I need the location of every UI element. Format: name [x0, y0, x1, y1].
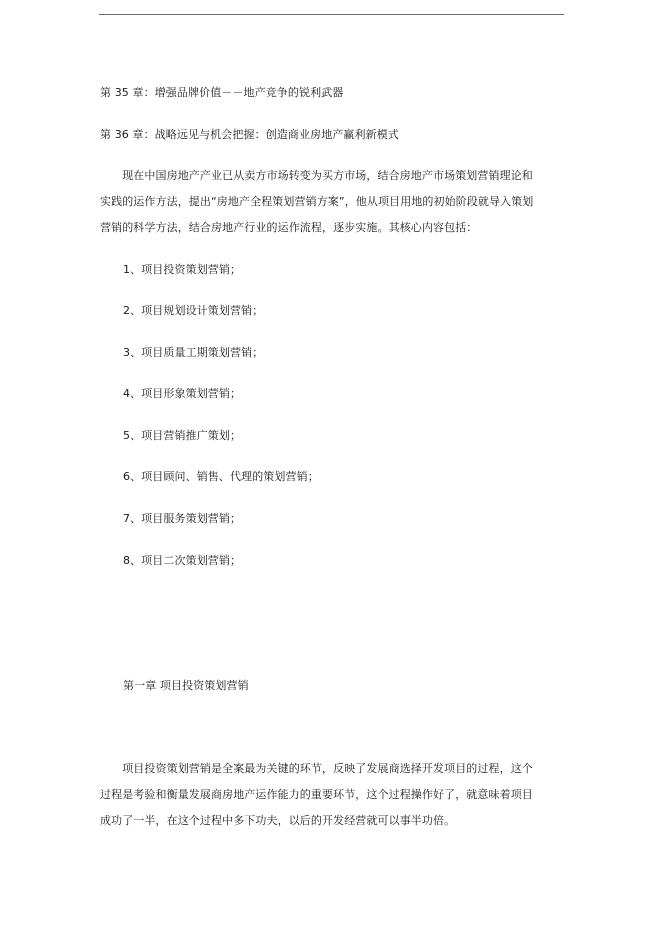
- intro-line-1: 现在中国房地产产业已从卖方市场转变为买方市场，结合房地产市场策划营销理论和: [100, 169, 533, 182]
- list-item: 5、项目营销推广策划；: [123, 429, 242, 442]
- list-item: 6、项目顾问、销售、代理的策划营销；: [123, 470, 319, 483]
- header-rule: [99, 14, 564, 15]
- chapter-ref-36: 第 36 章：战略远见与机会把握：创造商业房地产赢利新模式: [100, 128, 399, 141]
- list-item: 1、项目投资策划营销；: [123, 263, 242, 276]
- list-item: 8、项目二次策划营销；: [123, 554, 242, 567]
- section-line-2: 过程是考验和衡量发展商房地产运作能力的重要环节，这个过程操作好了，就意味着项目: [100, 788, 533, 801]
- list-item: 3、项目质量工期策划营销；: [123, 346, 264, 359]
- section-heading: 第一章 项目投资策划营销: [123, 679, 249, 692]
- list-item: 4、项目形象策划营销；: [123, 387, 242, 400]
- section-line-3: 成功了一半，在这个过程中多下功夫，以后的开发经营就可以事半功倍。: [100, 814, 456, 827]
- intro-line-3: 营销的科学方法，结合房地产行业的运作流程，逐步实施。其核心内容包括：: [100, 221, 478, 234]
- intro-line-2: 实践的运作方法，提出“房地产全程策划营销方案”，他从项目用地的初始阶段就导入策划: [100, 195, 534, 208]
- list-item: 7、项目服务策划营销；: [123, 512, 242, 525]
- chapter-ref-35: 第 35 章：增强品牌价值－－地产竞争的锐利武器: [100, 86, 344, 99]
- list-item: 2、项目规划设计策划营销；: [123, 304, 264, 317]
- section-line-1: 项目投资策划营销是全案最为关键的环节，反映了发展商选择开发项目的过程，这个: [100, 762, 533, 775]
